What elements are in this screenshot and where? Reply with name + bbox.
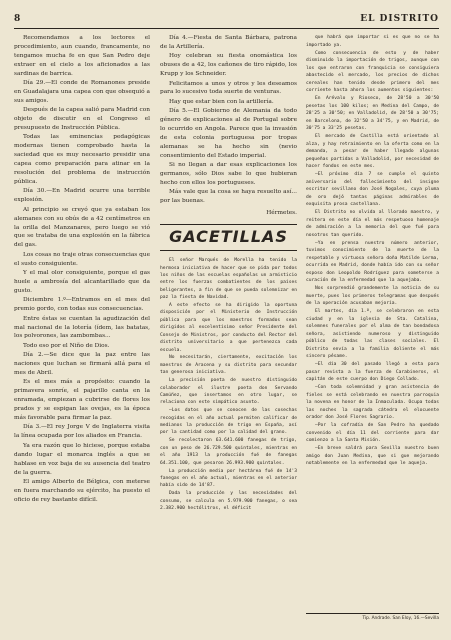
newspaper-title: EL DISTRITO — [360, 14, 439, 24]
paragraph: Después de la capea salió para Madrid con objeto de discutir en el Congreso el presupuesto de Instrucción Pública. — [14, 107, 150, 132]
news-paragraph: A este efecto se ha dirigido la oportuna disposición por el Ministerio de Instrucción pública para que los maestros formados sean dirigidos al excelentísimo señor Presidente del Consejo de Ministros, por conducto del Rector del distrito universitario a que pertenezca cada escuela. — [160, 303, 297, 353]
news-paragraph: —Los datos que se conocen de las cosechas recogidas en el año actual permiten calificar de medianos la producción de trigo en España, así por la cantidad como por la calidad del grano. — [160, 408, 297, 436]
paragraph: Y el mal olor consiguiente, porque el gas huele a ambrosía del alcantarillado que da gusto. — [14, 270, 150, 294]
paragraph: El amigo Alberto de Bélgica, con meterse en fuera marchando su ejército, ha puesto el oficio de rey bastante difícil. — [14, 478, 150, 503]
paragraph: Día 3.—El rey Jorge V de Inglaterra visita la línea ocupada por los aliados en Francia. — [14, 424, 150, 440]
paragraph: Todo eso por el Niño de Dios. — [23, 342, 110, 349]
news-paragraph: Como consecuencia de esto y de haber disminuido la importación de trigos, aunque con los que entraron con franquicia se consiguiera abastecido el mercado, los precios de dichos cereales han tenido desde primero del mes corriente hasta ahora los aumentos siguientes: — [306, 50, 439, 93]
news-paragraph: —En breve saldrá para Sevilla nuestro buen amigo don Juan Medina, que si gue mejorando notablemente en la enfermedad que le aqueja. — [306, 446, 439, 466]
footer-rule — [306, 613, 439, 614]
author-signature: Hérmetes. — [266, 210, 297, 217]
paragraph: Entre éstas se cuentan la agudización del mal nacional de la lotería (ídem, las batatas, los polvorones, las zambombas... — [14, 315, 150, 340]
paragraph: Recomendamos a los lectores el procedimiento, aun cuando, francamente, no tengamos mucha fe en que San Pedro deje extraer en el cielo a los aficionados a las sardinas de barrica. — [14, 35, 150, 77]
news-paragraph: El Distrito no olvida al llorado maestro, y reitera en este día el más respetuoso homenaje de admiración a la memoria del que fué para nosotros tan querido. — [306, 210, 439, 238]
news-paragraph: —El próximo día 7 se cumple el quinto aniversario del fallecimiento del insigne escritor sevillano don José Nogales, cuya pluma de oro dejó tantas páginas admirables de exquisita prosa castellana. — [306, 172, 439, 207]
news-items — [160, 257, 297, 512]
column-2 — [160, 34, 297, 619]
paragraph: Felicitamos a unos y otros y les deseamos para lo sucesivo toda suerte de venturas. — [160, 80, 297, 96]
paragraph: Día 30.—En Madrid ocurre una terrible explosión. — [14, 188, 150, 204]
paragraph: Ya era razón que lo hiciese, porque estaba dando lugar el monarca inglés a que se hablase en voz baja de su ausencia del teatro de la guerra. — [14, 442, 150, 476]
news-paragraph: —Con toda solemnidad y gran asistencia de fieles se está celebrando en nuestra parroquia la novena en honor de la Inmaculada. Ocupa todas las noches la sagrada cátedra el elocuente orador don José Flores Sagrario. — [306, 385, 439, 420]
paragraph: Todas las eminencias pedagógicas modernas tienen comprobado hasta la saciedad que es muy necesario presidir una capea como preparación para atinar en la resolución del problema de instrucción pública. — [14, 134, 150, 185]
news-paragraph: —El día 30 del pasado llegó a esta para pasar revista a la fuerza de Carabineros, el capitán de este cuerpo don Diego Collado. — [306, 362, 439, 382]
paragraph: Más vale que la cosa se haya resuelto así... por las buenas. — [160, 189, 297, 205]
news-paragraph: —Por la cofradía de San Pedro ha quedado convenido el día 11 del corriente para dar comienzo a la Santa Misión. — [306, 423, 439, 443]
paragraph: Es el mes más a propósito: cuando la primavera sonríe, el pajarillo canta en la enramada, empiezan a cubrirse de flores los prados y se espigan las ovejas, es la época más favorable para firmar la paz. — [14, 379, 150, 422]
news-paragraph: —Ya en prensa nuestro número anterior, tuvimos conocimiento de la muerte de la respetable y virtuosa señora doña Matilde Lerma, ocurrida en Madrid, donde había ido con su señor esposo don Leopoldo Rodríguez para someterse a curación de la enfermedad que la aquejaba. — [306, 240, 439, 283]
paragraph: Diciembre 1.º—Entramos en el mes del premio gordo, con todas sus consecuencias. — [14, 297, 150, 313]
paragraph: Día 2.—Se dice que la paz entre las naciones que luchan se firmará allá para el mes de Abril. — [14, 352, 150, 377]
header-rule — [14, 28, 439, 29]
news-paragraph: La precisión poeta de nuestro distinguido colaborador el ilustre poeta don Servando Camúñez, que insertamos en otro lugar, se relaciona con este simpático asunto. — [160, 378, 297, 406]
page-number: 8 — [14, 14, 21, 24]
paragraph: Hay que estar bien con la artillería. — [169, 98, 274, 105]
column-3 — [306, 34, 439, 619]
printer-imprint: Tip. Andrade. San Eloy, 16.—Sevilla — [362, 616, 439, 621]
news-paragraph: La producción media por hectárea fué de 14'3 fanegas en el año actual, mientras en el anterior había sido de 14'87. — [160, 468, 297, 489]
news-paragraph: No necesitarán, ciertamente, excitación los maestros de Aracena y su distrito para secundar tan generosa iniciativa. — [160, 355, 297, 376]
paragraph: Si no llegan a dar esas explicaciones los germanos, sólo Dios sabe lo que hubieran hecho con ellos los portugueses. — [160, 162, 297, 186]
page-header — [14, 14, 439, 28]
news-paragraph: Se recolectaron 63.641.600 fanegas de trigo, con un peso de 26.729.500 quintales, mientras en el año 1913 la producción fué de fanegas 64.351.100, que pesaron 26.993.900 quintales. — [160, 438, 297, 466]
section-heading-box — [160, 224, 297, 251]
news-paragraph: Dada la producción y las necesidades del consumo, se calcula en 5.979.900 fanegas, o sea 2.382.900 hectólitros, el déficit — [160, 491, 297, 512]
news-paragraph: Nos sorprendió grandemente la noticia de su muerte, pues los primeros telegramas que después de la operación acusaban mejoría. — [306, 286, 439, 306]
section-heading: GACETILLAS — [169, 227, 288, 247]
news-paragraph: que habrá que importar si es que no se ha importado ya. — [306, 35, 439, 48]
paragraph: Día 4.—Fiesta de Santa Bárbara, patrona de la Artillería. — [160, 35, 297, 50]
news-paragraph: En Arévalo y Rioseco, de 28'50 a 30'50 pesetas los 100 kilos; en Medina del Campo, de 28'25 a 30'50; en Valladolid, de 28'50 a 30'75; en Barcelona, de 32'50 a 34'75, y en Madrid, de 30'75 a 33'25 pesetas. — [306, 96, 439, 131]
paragraph: Al principio se creyó que ya estaban los alemanes con su obús de a 42 centímetros en la orilla del Manzanares, pero luego se vió que se trataba de una explosión en la fábrica del gas. — [14, 206, 150, 249]
news-paragraph: El señor Marqués de Morella ha tenido la hermosa iniciativa de hacer que se pida por todos los niños de las escuelas españolas un armisticio entre los fuerzas combatientes de los países beligerantes, a fin de que se pueda solemnizar en paz la fiesta de Navidad. — [160, 258, 297, 301]
paragraph: Los cosas no traje otras consecuencias que el susto consiguiente. — [14, 251, 150, 267]
news-items — [306, 34, 439, 468]
news-paragraph: El martes, día 1.º, se celebraron en esta ciudad y en la iglesia de Sta. Catalina, solemnes funerales por el alma de tan bondadosa señora, asistiendo numeroso y distinguido público de todas las clases sociales. El Distrito envía a la familia doliente el más sincero pésame. — [306, 309, 439, 359]
paragraph: Hoy celebran su fiesta onomástica los obuses de a 42, los cañones de tiro rápido, los Krupp y los Schneider. — [160, 53, 297, 78]
paragraph: Día 29.—El conde de Romanones preside en Guadalajara una capea con que obsequió a sus amigos. — [14, 80, 150, 104]
news-paragraph: El mercado de Castilla está orientado al alza, y hay retraimiento en la oferta como en la demanda, a pesar de haber llegado algunas pequeñas partidas a Valladolid, por necesidad de hacer fondos en este mes. — [306, 134, 439, 169]
paragraph: Día 5.—El Gobierno de Alemania da todo género de explicaciones al de Portugal sobre lo ocurrido en Angola. Parece que la invasión de esta colonia portuguesa por tropas alemanas se ha hecho sin (nevio consentimiento del Estado imperial. — [160, 108, 297, 159]
column-1 — [14, 34, 150, 619]
